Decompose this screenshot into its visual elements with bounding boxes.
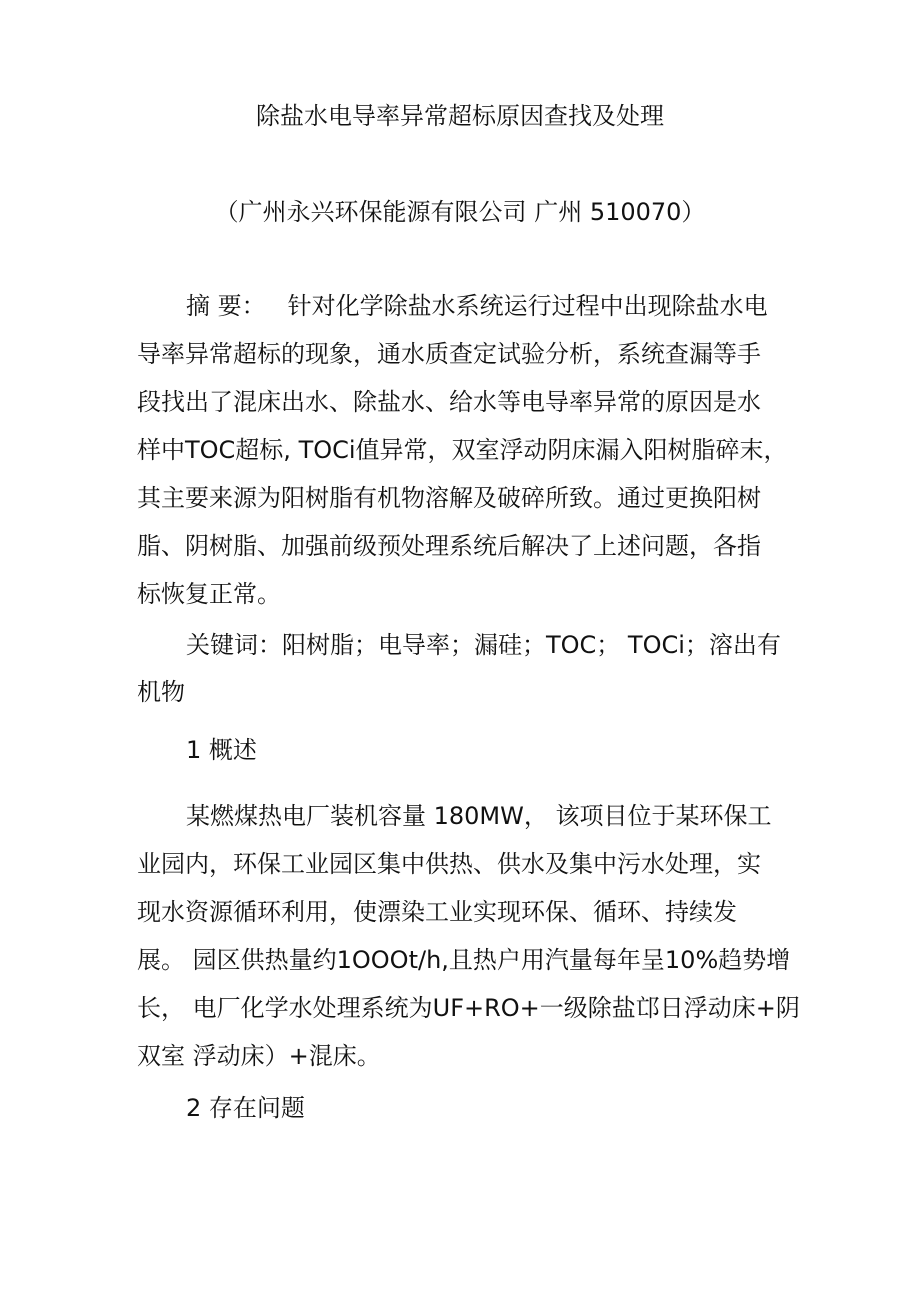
keywords-line: 机物 xyxy=(137,678,185,706)
section-heading-problems: 2 存在问题 xyxy=(186,1094,305,1122)
paragraph-line: 现水资源循环利用，使漂染工业实现环保、循环、持续发 xyxy=(137,898,737,926)
abstract-line: 段找出了混床出水、除盐水、给水等电导率异常的原因是水 xyxy=(137,388,761,416)
abstract-label: 摘 要： xyxy=(186,292,266,320)
paragraph-line: 展。 园区供热量约1OOOt/h,且热户用汽量每年呈10%趋势增 xyxy=(137,946,791,974)
paragraph-line: 双室 浮动床）+混床。 xyxy=(137,1042,381,1070)
document-title: 除盐水电导率异常超标原因查找及处理 xyxy=(256,102,664,130)
abstract-line: 标恢复正常。 xyxy=(137,580,281,608)
author-affiliation: （广州永兴环保能源有限公司 广州 510070） xyxy=(214,198,706,226)
abstract-line: 其主要来源为阳树脂有机物溶解及破碎所致。通过更换阳树 xyxy=(137,484,761,512)
paragraph-line: 长， 电厂化学水处理系统为UF+RO+一级除盐邙日浮动床+阴 xyxy=(137,994,800,1022)
section-heading-overview: 1 概述 xyxy=(186,736,257,764)
abstract-line: 脂、阴树脂、加强前级预处理系统后解决了上述问题，各指 xyxy=(137,532,761,560)
abstract-line: 导率异常超标的现象，通水质查定试验分析，系统查漏等手 xyxy=(137,340,761,368)
keywords-line: 关键词：阳树脂；电导率；漏硅；TOC； TOCi；溶出有 xyxy=(186,631,781,659)
paragraph-line: 某燃煤热电厂装机容量 180MW， 该项目位于某环保工 xyxy=(186,802,772,830)
abstract-line: 样中TOC超标, TOCi值异常，双室浮动阴床漏入阳树脂碎末， xyxy=(137,436,788,464)
abstract-line: 针对化学除盐水系统运行过程中出现除盐水电 xyxy=(287,292,768,320)
paragraph-line: 业园内，环保工业园区集中供热、供水及集中污水处理，实 xyxy=(137,850,761,878)
abstract-first-line xyxy=(186,286,768,326)
